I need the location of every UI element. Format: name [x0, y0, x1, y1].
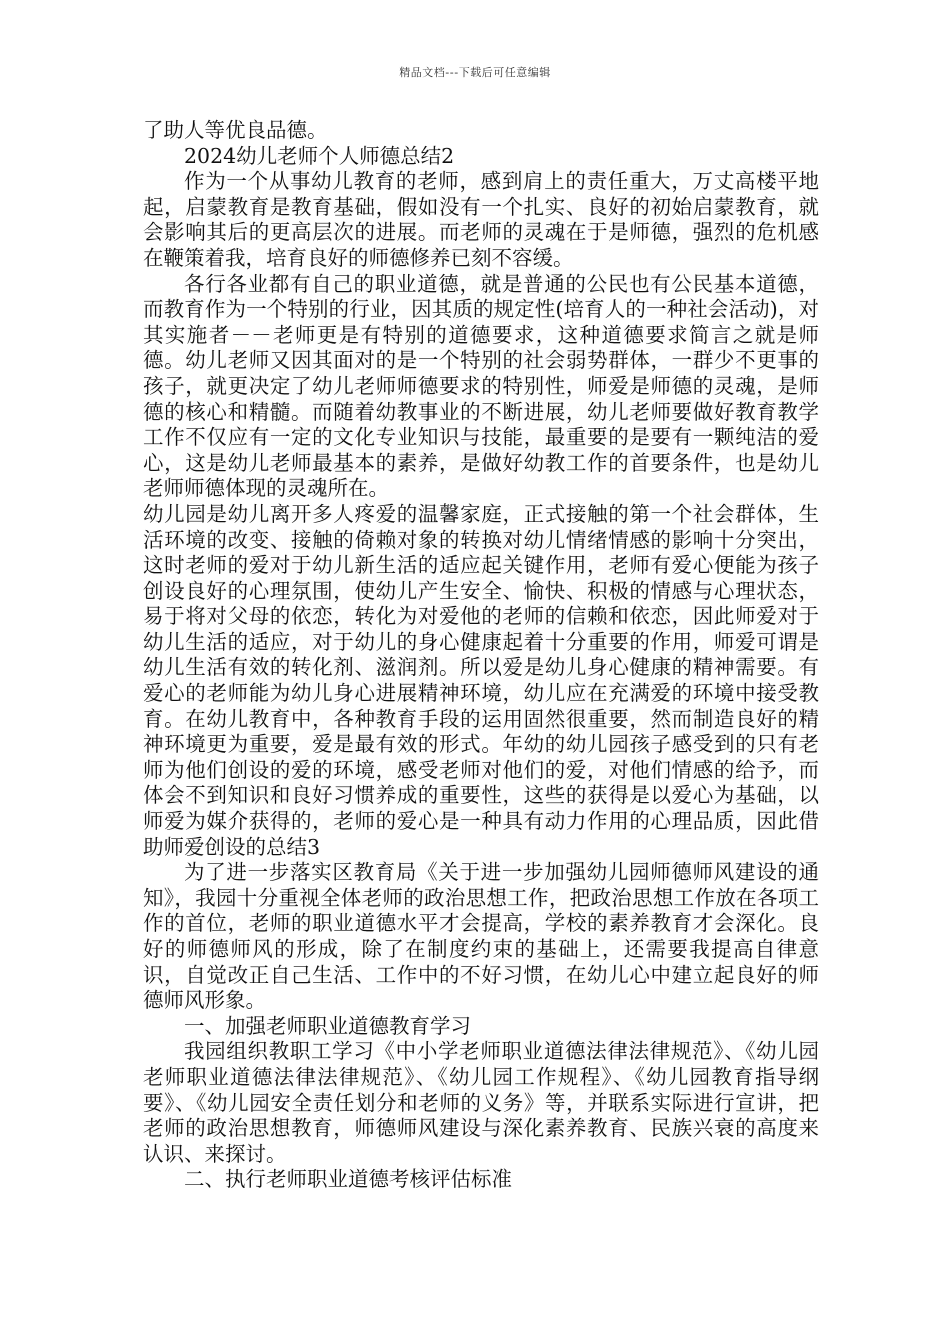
section-heading: 一、加强老师职业道德教育学习 — [184, 1013, 471, 1038]
paragraph: 为了进一步落实区教育局《关于进一步加强幼儿园师德师风建设的通知》，我园十分重视全体老师的政治思想工作，把政治思想工作放在各项工作的首位，老师的职业道德水平才会提高，学校的素养教育才会深化。良好的师德师风的形成，除了在制度约束的基础上，还需要我提高自律意识，自觉改正自己生活、工作中的不好习惯，在幼儿心中建立起良好的师德师风形象。 — [143, 860, 819, 1013]
page-header: 精品文档---下载后可任意编辑 — [399, 66, 551, 79]
paragraph: 了助人等优良品德。 — [143, 118, 328, 142]
paragraph: 我园组织教职工学习《中小学老师职业道德法律法律规范》、《幼儿园老师职业道德法律法律规范》、《幼儿园工作规程》、《幼儿园教育指导纲要》、《幼儿园安全责任划分和老师的义务》等，并联系实际进行宣讲，把老师的政治思想教育，师德师风建设与深化素养教育、民族兴衰的高度来认识、来探讨。 — [143, 1039, 819, 1166]
paragraph: 作为一个从事幼儿教育的老师，感到肩上的责任重大，万丈高楼平地起，启蒙教育是教育基础，假如没有一个扎实、良好的初始启蒙教育，就会影响其后的更高层次的进展。而老师的灵魂在于是师德，强烈的危机感在鞭策着我，培育良好的师德修养已刻不容缓。 — [143, 169, 819, 270]
paragraph: 幼儿园是幼儿离开多人疼爱的温馨家庭，正式接触的第一个社会群体，生活环境的改变、接触的倚赖对象的转换对幼儿情绪情感的影响十分突出，这时老师的爱对于幼儿新生活的适应起关键作用，老师有爱心便能为孩子创设良好的心理氛围，使幼儿产生安全、愉快、积极的情感与心理状态，易于将对父母的依恋，转化为对爱他的老师的信赖和依恋，因此师爱对于幼儿生活的适应，对于幼儿的身心健康起着十分重要的作用，师爱可谓是幼儿生活有效的转化剂、滋润剂。所以爱是幼儿身心健康的精神需要。有爱心的老师能为幼儿身心进展精神环境，幼儿应在充满爱的环境中接受教育。在幼儿教育中，各种教育手段的运用固然很重要，然而制造良好的精神环境更为重要，爱是最有效的形式。年幼的幼儿园孩子感受到的只有老师为他们创设的爱的环境，感受老师对他们的爱，对他们情感的给予，而体会不到知识和良好习惯养成的重要性，这些的获得是以爱心为基础，以师爱为媒介获得的，老师的爱心是一种具有动力作用的心理品质，因此借助师爱创设的总结3 — [143, 501, 819, 859]
paragraph: 各行各业都有自己的职业道德，就是普通的公民也有公民基本道德，而教育作为一个特别的行业，因其质的规定性(培育人的一种社会活动)，对其实施者－－老师更是有特别的道德要求，这种道德要求简言之就是师德。幼儿老师又因其面对的是一个特别的社会弱势群体，一群少不更事的孩子，就更决定了幼儿老师师德要求的特别性，师爱是师德的灵魂，是师德的核心和精髓。而随着幼教事业的不断进展，幼儿老师要做好教育教学工作不仅应有一定的文化专业知识与技能，最重要的是要有一颗纯洁的爱心，这是幼儿老师最基本的素养，是做好幼教工作的首要条件，也是幼儿老师师德体现的灵魂所在。 — [143, 271, 819, 501]
document-body — [143, 118, 819, 1193]
section-title: 2024幼儿老师个人师德总结2 — [184, 143, 455, 168]
section-heading: 二、执行老师职业道德考核评估标准 — [184, 1167, 512, 1192]
